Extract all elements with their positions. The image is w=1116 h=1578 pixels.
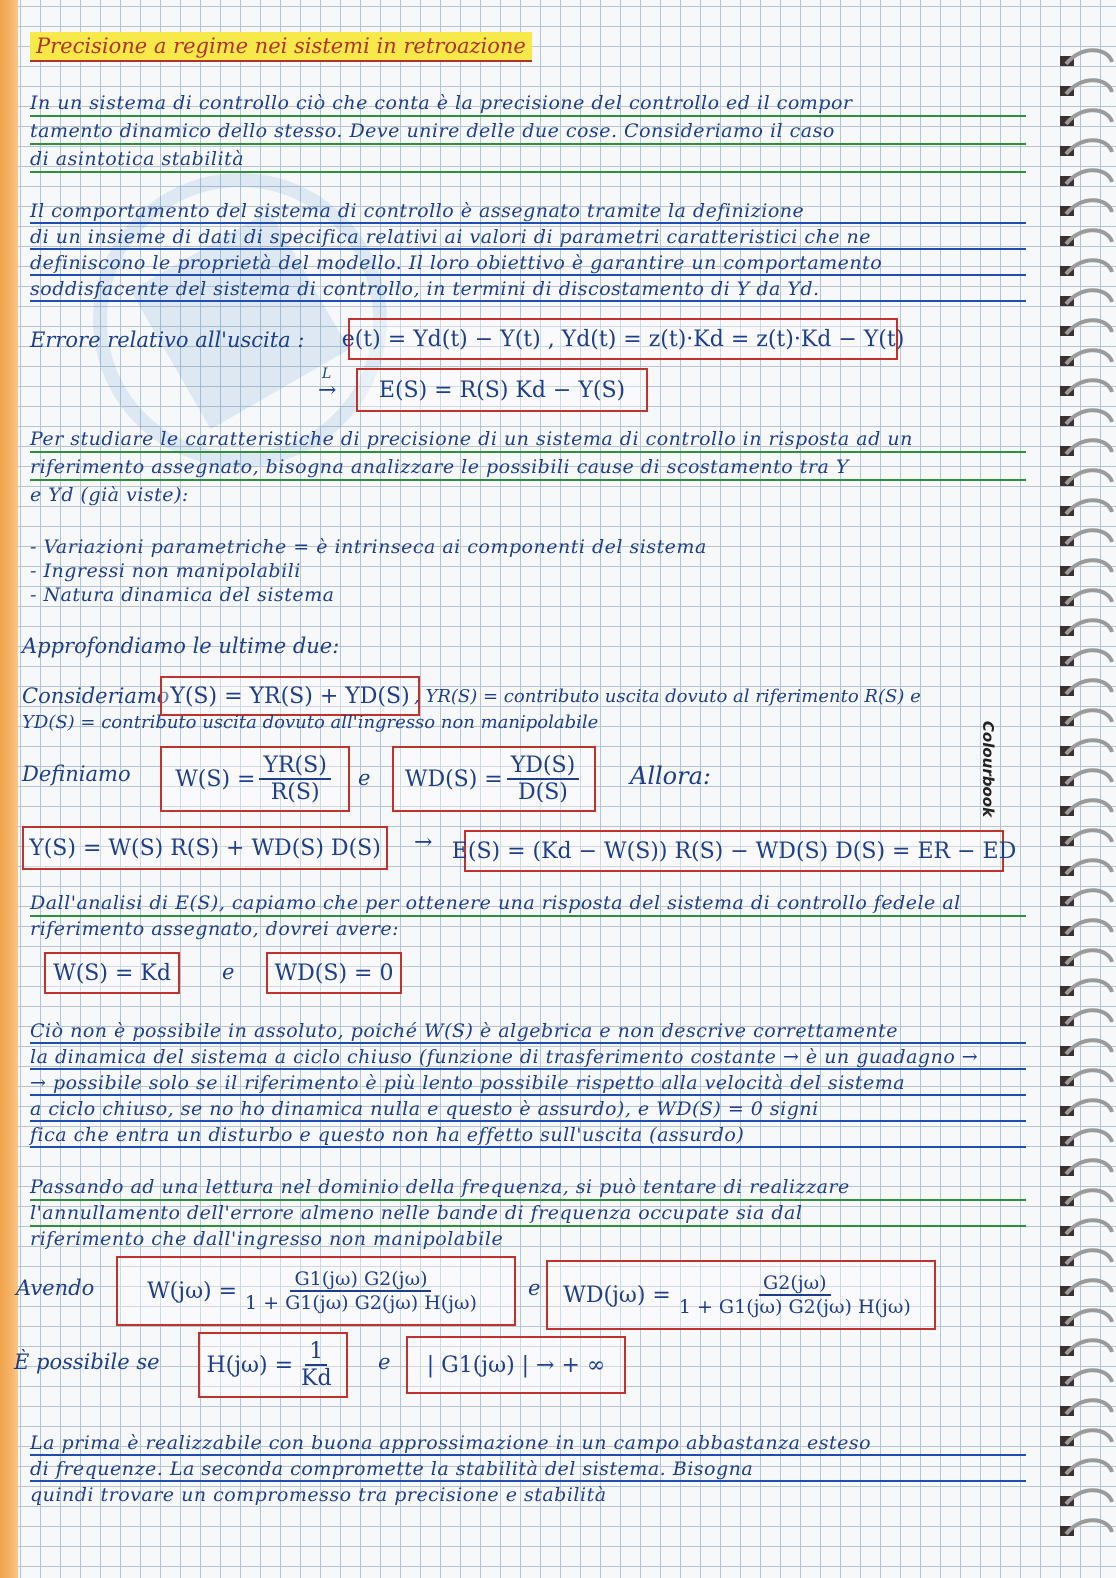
w-jw-lhs: W(jω) = <box>147 1278 238 1304</box>
having-label: Avendo <box>16 1276 95 1300</box>
consider-text-1: , YR(S) = contributo uscita dovuto al riferimento R(S) e <box>414 686 921 707</box>
para6-line-2: l'annullamento dell'errore almeno nelle bande di frequenza occupate sia dal <box>30 1202 1026 1227</box>
w-lhs: W(S) = <box>175 766 256 792</box>
para3-line-3: e Yd (già viste): <box>30 484 189 506</box>
w-jw-equation <box>116 1256 516 1326</box>
output-equation: Y(S) = W(S) R(S) + WD(S) D(S) <box>22 826 388 870</box>
wd-jw-denominator: 1 + G1(jω) G2(jω) H(jω) <box>678 1296 911 1318</box>
error-s-equation: E(S) = (Kd − W(S)) R(S) − WD(S) D(S) = ER − ED <box>464 830 1004 872</box>
h-lhs: H(jω) = <box>206 1352 294 1378</box>
consider-label: Consideriamo <box>22 684 170 708</box>
para7-line-2: di frequenze. La seconda compromette la stabilità del sistema. Bisogna <box>30 1458 1026 1482</box>
h-condition <box>198 1332 348 1398</box>
deepen-heading: Approfondiamo le ultime due: <box>22 634 340 658</box>
w-numerator: YR(S) <box>259 753 330 780</box>
para4-line-2: riferimento assegnato, dovrei avere: <box>30 918 399 940</box>
condition-w: W(S) = Kd <box>44 952 180 994</box>
cause-item-3: - Natura dinamica del sistema <box>30 584 335 606</box>
w-definition <box>160 746 350 812</box>
wd-jw-numerator: G2(jω) <box>759 1272 830 1296</box>
error-label: Errore relativo all'uscita : <box>30 328 305 352</box>
brand-label: Colourbook <box>978 720 997 818</box>
w-jw-denominator: 1 + G1(jω) G2(jω) H(jω) <box>245 1292 477 1314</box>
para2-line-2: di un insieme di dati di specifica relativi ai valori di parametri caratteristici che ne <box>30 226 1026 250</box>
consider-equation: Y(S) = YR(S) + YD(S) <box>160 676 420 716</box>
para5-line-1: Ciò non è possibile in assoluto, poiché W(S) è algebrica e non descrive correttamente <box>30 1020 1026 1044</box>
implies-arrow: → <box>414 830 433 855</box>
and-conjunction-4: e <box>378 1350 391 1374</box>
define-label: Definiamo <box>22 762 131 786</box>
para5-line-3: → possibile solo se il riferimento è più lento possibile rispetto alla velocità del sistema <box>30 1072 1026 1096</box>
then-label: Allora: <box>630 762 711 790</box>
intro-line-3: di asintotica stabilità <box>30 148 1026 173</box>
page-title: Precisione a regime nei sistemi in retroazione <box>30 32 532 62</box>
possible-label: È possibile se <box>14 1350 160 1374</box>
and-conjunction-3: e <box>528 1276 541 1300</box>
page-margin-strip <box>0 0 18 1578</box>
wd-numerator: YD(S) <box>507 753 579 780</box>
para3-line-2: riferimento assegnato, bisogna analizzare le possibili cause di scostamento tra Y <box>30 456 1026 481</box>
intro-line-1: In un sistema di controllo ciò che conta è la precisione del controllo ed il compor <box>30 92 1026 117</box>
para5-line-2: la dinamica del sistema a ciclo chiuso (funzione di trasferimento costante → è un guadagno → <box>30 1046 1026 1070</box>
laplace-equation: E(S) = R(S) Kd − Y(S) <box>356 368 648 412</box>
para2-line-3: definiscono le proprietà del modello. Il loro obiettivo è garantire un comportamento <box>30 252 1026 276</box>
para7-line-1: La prima è realizzabile con buona approssimazione in un campo abbastanza esteso <box>30 1432 1026 1456</box>
and-conjunction-2: e <box>222 960 235 984</box>
para2-line-4: soddisfacente del sistema di controllo, in termini di discostamento di Y da Yd. <box>30 278 1026 302</box>
wd-jw-lhs: WD(jω) = <box>563 1282 671 1308</box>
w-jw-numerator: G1(jω) G2(jω) <box>290 1268 431 1292</box>
cause-item-1: - Variazioni parametriche = è intrinseca ai componenti del sistema <box>30 536 707 558</box>
error-equation: e(t) = Yd(t) − Y(t) , Yd(t) = z(t)·Kd = z(t)·Kd − Y(t) <box>348 318 898 360</box>
h-denominator: Kd <box>301 1366 332 1391</box>
para3-line-1: Per studiare le caratteristiche di precisione di un sistema di controllo in risposta ad un <box>30 428 1026 453</box>
g-condition: | G1(jω) | → + ∞ <box>406 1336 626 1394</box>
laplace-mark: L <box>322 366 332 382</box>
para7-line-3: quindi trovare un compromesso tra precisione e stabilità <box>30 1484 607 1506</box>
laplace-arrow: → <box>318 378 337 403</box>
h-numerator: 1 <box>305 1339 327 1366</box>
para5-line-5: fica che entra un disturbo e questo non ha effetto sull'uscita (assurdo) <box>30 1124 1026 1148</box>
para6-line-1: Passando ad una lettura nel dominio della frequenza, si può tentare di realizzare <box>30 1176 1026 1201</box>
para6-line-3: riferimento che dall'ingresso non manipolabile <box>30 1228 504 1250</box>
spiral-binding <box>1052 40 1116 1560</box>
para2-line-1: Il comportamento del sistema di controllo è assegnato tramite la definizione <box>30 200 1026 224</box>
para4-line-1: Dall'analisi di E(S), capiamo che per ottenere una risposta del sistema di controllo fedele al <box>30 892 1026 917</box>
para5-line-4: a ciclo chiuso, se no ho dinamica nulla e questo è assurdo), e WD(S) = 0 signi <box>30 1098 1026 1122</box>
wd-definition <box>392 746 596 812</box>
condition-wd: WD(S) = 0 <box>266 952 402 994</box>
intro-line-2: tamento dinamico dello stesso. Deve unire delle due cose. Consideriamo il caso <box>30 120 1026 145</box>
wd-lhs: WD(S) = <box>404 766 503 792</box>
wd-denominator: D(S) <box>518 780 568 805</box>
wd-jw-equation <box>546 1260 936 1330</box>
w-denominator: R(S) <box>270 780 320 805</box>
cause-item-2: - Ingressi non manipolabili <box>30 560 301 582</box>
consider-text-2: YD(S) = contributo uscita dovuto all'ingresso non manipolabile <box>22 712 599 733</box>
and-conjunction: e <box>358 766 371 790</box>
